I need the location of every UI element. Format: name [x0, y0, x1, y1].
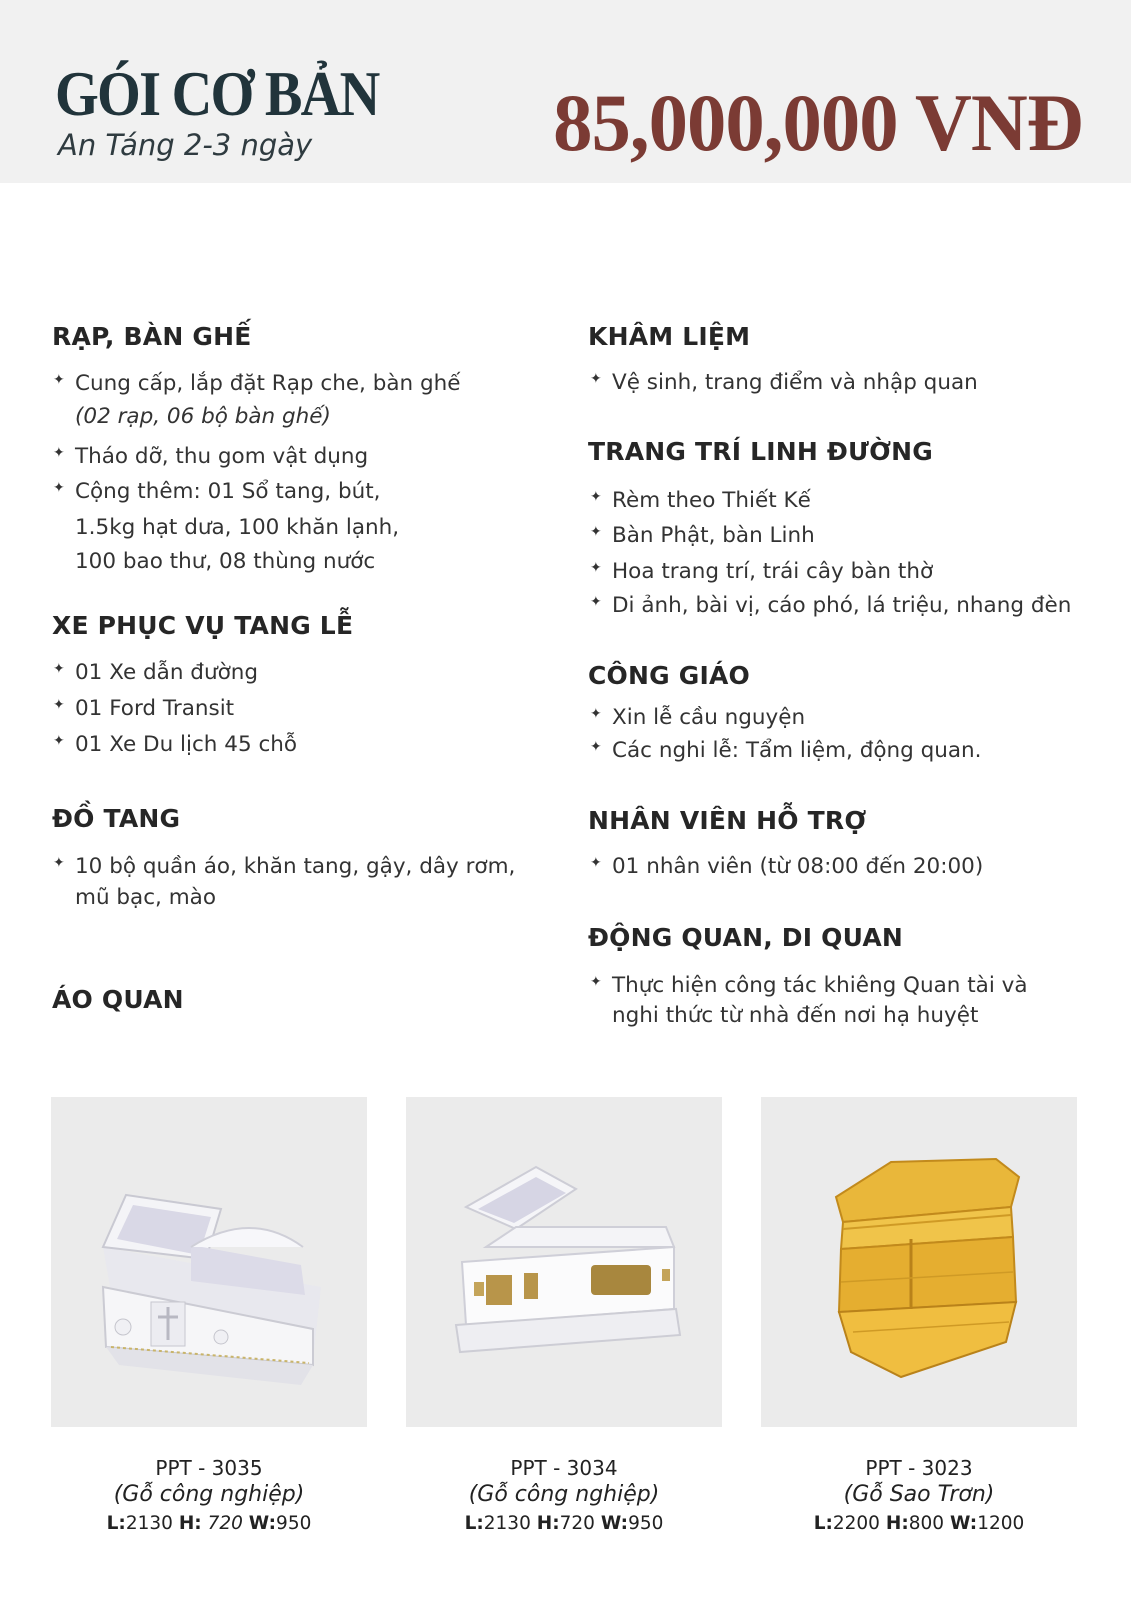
bullet-icon: ✦	[590, 371, 602, 387]
coffin-code: PPT - 3035	[155, 1456, 263, 1480]
package-header	[0, 0, 1131, 183]
coffin-code: PPT - 3023	[865, 1456, 973, 1480]
coffin-photo-3035	[51, 1097, 367, 1427]
bullet-icon: ✦	[53, 697, 65, 713]
bullet-icon: ✦	[53, 733, 65, 749]
section-title-do-tang: ĐỒ TANG	[52, 804, 181, 833]
coffin-code: PPT - 3034	[510, 1456, 618, 1480]
bullet-icon: ✦	[53, 372, 65, 388]
list-item: ✦ Các nghi lễ: Tẩm liệm, động quan.	[590, 738, 982, 763]
bullet-icon: ✦	[590, 524, 602, 540]
list-item: ✦ Rèm theo Thiết Kế	[590, 488, 811, 513]
section-title-rap-ban-ghe: RẠP, BÀN GHẾ	[52, 322, 252, 351]
list-item: ✦ Cung cấp, lắp đặt Rạp che, bàn ghế	[53, 371, 461, 396]
list-item: ✦ 10 bộ quần áo, khăn tang, gậy, dây rơm,	[53, 854, 516, 879]
list-item: ✦ 01 Xe Du lịch 45 chỗ	[53, 732, 298, 757]
coffin-caption-3034	[406, 1455, 722, 1538]
list-item: ✦ Hoa trang trí, trái cây bàn thờ	[590, 559, 934, 584]
list-item: ✦ Cộng thêm: 01 Sổ tang, bút,	[53, 479, 381, 504]
list-item: ✦ Vệ sinh, trang điểm và nhập quan	[590, 370, 978, 395]
coffin-material: (Gỗ công nghiệp)	[468, 1482, 660, 1507]
section-title-kham-liem: KHÂM LIỆM	[588, 322, 751, 351]
white-casket-open-image	[51, 1097, 367, 1427]
bullet-icon: ✦	[590, 739, 602, 755]
list-item: ✦ Thực hiện công tác khiêng Quan tài và	[590, 973, 1028, 998]
section-title-dong-quan: ĐỘNG QUAN, DI QUAN	[588, 923, 904, 952]
coffin-dimensions: L:2200 H:800 W:1200	[813, 1512, 1025, 1534]
section-title-trang-tri: TRANG TRÍ LINH ĐƯỜNG	[588, 437, 934, 466]
package-subtitle: An Táng 2-3 ngày	[58, 128, 313, 162]
coffin-caption-3023	[761, 1455, 1077, 1538]
coffin-material: (Gỗ Sao Trơn)	[843, 1482, 995, 1507]
list-item-continued: 1.5kg hạt dưa, 100 khăn lạnh,	[75, 515, 400, 540]
bullet-icon: ✦	[590, 489, 602, 505]
bullet-icon: ✦	[590, 855, 602, 871]
list-item: ✦ Xin lễ cầu nguyện	[590, 705, 806, 730]
list-item: ✦ 01 nhân viên (từ 08:00 đến 20:00)	[590, 854, 984, 879]
coffin-photo-3034	[406, 1097, 722, 1427]
list-item: ✦ 01 Xe dẫn đường	[53, 660, 259, 685]
list-item: ✦ 01 Ford Transit	[53, 696, 235, 721]
bullet-icon: ✦	[53, 480, 65, 496]
bullet-icon: ✦	[53, 661, 65, 677]
list-item: ✦ Tháo dỡ, thu gom vật dụng	[53, 444, 369, 469]
bullet-icon: ✦	[53, 445, 65, 461]
bullet-icon: ✦	[590, 560, 602, 576]
coffin-dimensions: L:2130 H:720 W:950	[464, 1512, 664, 1534]
bullet-icon: ✦	[53, 855, 65, 871]
package-title: GÓI CƠ BẢN	[55, 58, 379, 129]
list-item-continued: 100 bao thư, 08 thùng nước	[75, 549, 376, 574]
section-title-cong-giao: CÔNG GIÁO	[588, 661, 750, 690]
wooden-coffin-image	[761, 1097, 1077, 1427]
coffin-photo-3023	[761, 1097, 1077, 1427]
coffin-material: (Gỗ công nghiệp)	[113, 1482, 305, 1507]
package-price: 85,000,000 VNĐ	[553, 77, 1083, 168]
bullet-icon: ✦	[590, 706, 602, 722]
list-item-note: (02 rạp, 06 bộ bàn ghế)	[75, 404, 331, 429]
list-item-continued: mũ bạc, mào	[75, 885, 216, 910]
section-title-xe-phuc-vu: XE PHỤC VỤ TANG LỄ	[52, 611, 354, 640]
coffin-caption-3035	[51, 1455, 367, 1538]
bullet-icon: ✦	[590, 594, 602, 610]
section-title-ao-quan: ÁO QUAN	[52, 985, 184, 1014]
list-item: ✦ Bàn Phật, bàn Linh	[590, 523, 815, 548]
bullet-icon: ✦	[590, 974, 602, 990]
coffin-dimensions: L:2130 H: 720 W:950	[106, 1512, 312, 1534]
section-title-nhan-vien: NHÂN VIÊN HỖ TRỢ	[588, 806, 867, 835]
white-casket-gold-ornament-image	[406, 1097, 722, 1427]
list-item-continued: nghi thức từ nhà đến nơi hạ huyệt	[612, 1003, 979, 1028]
list-item: ✦ Di ảnh, bài vị, cáo phó, lá triệu, nhang đèn	[590, 593, 1072, 618]
